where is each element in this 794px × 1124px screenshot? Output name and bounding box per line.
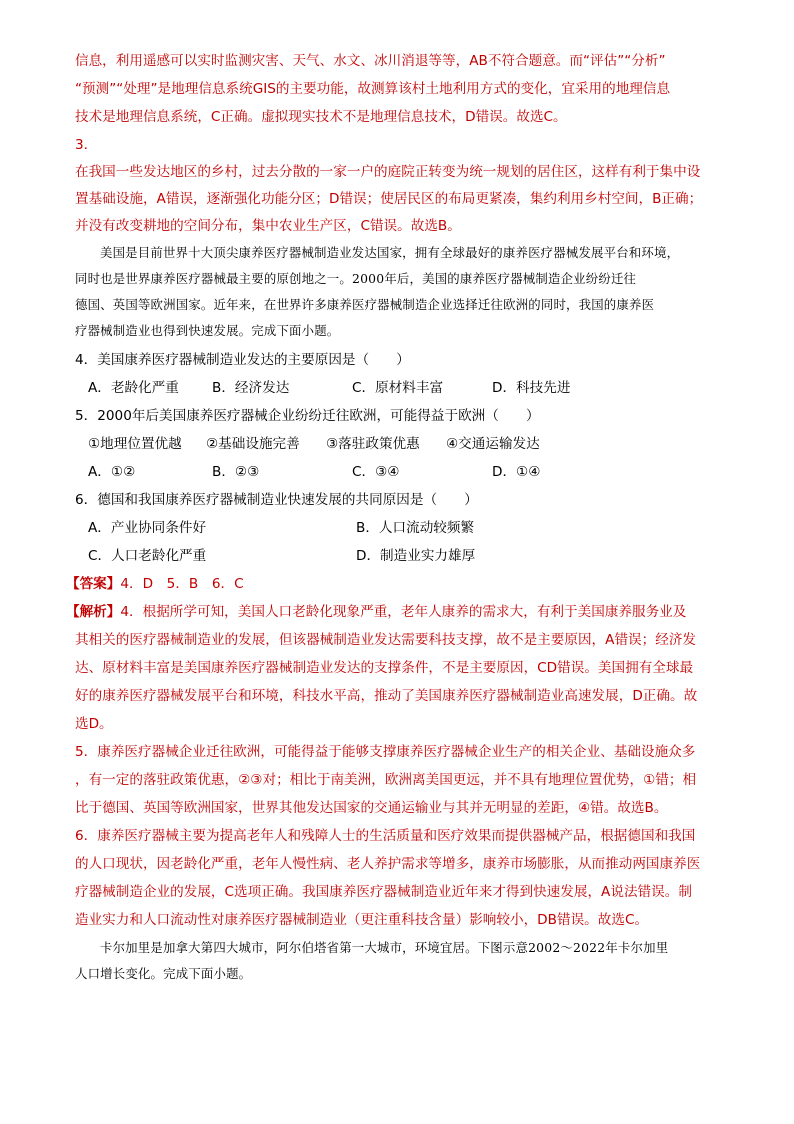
analysis-q6-line: 6．康养医疗器械主要为提高老年人和残障人士的生活质量和医疗效果而提供器械产品，根据德国和我国 — [75, 828, 696, 844]
passage-line: 德国、英国等欧洲国家。近年来，在世界许多康养医疗器械制造企业选择迁往欧洲的同时，我国的康养医 — [75, 297, 655, 312]
analysis-line — [66, 601, 726, 623]
q3-explanation-line: 置基础设施，A错误，逐渐强化功能分区；D错误；使居民区的布局更紧凑，集约利用乡村空间，B正确； — [75, 191, 703, 207]
analysis-q6-line: 造业实力和人口流动性对康养医疗器械制造业（更注重科技含量）影响较小，DB错误。故选C。 — [75, 912, 649, 928]
q4-option-a: A．老龄化严重 — [88, 380, 179, 396]
q2-explanation-line: 技术是地理信息系统，C正确。虚拟现实技术不是地理信息技术，D错误。故选C。 — [75, 109, 567, 125]
q5-option-c: C．③④ — [352, 464, 400, 480]
answer-text: 4．D 5．B 6．C — [120, 576, 244, 592]
analysis-q5-line: 比于德国、英国等欧洲国家，世界其他发达国家的交通运输业与其并无明显的差距，④错。故选B。 — [75, 800, 668, 816]
q5-item-2: ②基础设施完善 — [206, 436, 300, 452]
q5-item-3: ③落驻政策优惠 — [326, 436, 420, 452]
passage-line: 美国是目前世界十大顶尖康养医疗器械制造业发达国家，拥有全球最好的康养医疗器械发展平台和环境， — [100, 245, 680, 260]
analysis-tag: 【解析】 — [66, 604, 121, 620]
answer-tag: 【答案】 — [66, 576, 121, 592]
q5-option-d: D．①④ — [492, 464, 541, 480]
q3-number: 3． — [75, 137, 98, 153]
q3-explanation-line: 在我国一些发达地区的乡村，过去分散的一家一户的庭院正转变为统一规划的居住区，这样有利于集中设 — [75, 164, 701, 180]
passage2-line: 人口增长变化。完成下面小题。 — [75, 966, 252, 981]
analysis-q4-line: 好的康养医疗器械发展平台和环境，科技水平高，推动了美国康养医疗器械制造业高速发展，D正确。故 — [75, 688, 698, 704]
q5-item-1: ①地理位置优越 — [88, 436, 182, 452]
q6-option-d: D．制造业实力雄厚 — [356, 548, 476, 564]
q2-explanation-line: 信息，利用遥感可以实时监测灾害、天气、水文、冰川消退等等，AB不符合题意。而“评估”“分析” — [75, 53, 666, 69]
q5-option-b: B．②③ — [212, 464, 260, 480]
answer-line — [66, 573, 716, 595]
q6-option-a: A．产业协同条件好 — [88, 520, 207, 536]
analysis-q6-line: 疗器械制造企业的发展，C选项正确。我国康养医疗器械制造业近年来才得到快速发展，A说法错误。制 — [75, 884, 692, 900]
q4-option-b: B．经济发达 — [212, 380, 290, 396]
analysis-q4-line: 达、原材料丰富是美国康养医疗器械制造业发达的支撑条件，不是主要原因，CD错误。美国拥有全球最 — [75, 660, 694, 676]
analysis-q4-line: 选D。 — [75, 716, 113, 732]
q5-stem: 5．2000年后美国康养医疗器械企业纷纷迁往欧洲，可能得益于欧洲（ ） — [75, 408, 540, 424]
q5-item-4: ④交通运输发达 — [446, 436, 540, 452]
q5-option-a: A．①② — [88, 464, 136, 480]
q6-stem: 6．德国和我国康养医疗器械制造业快速发展的共同原因是（ ） — [75, 492, 478, 508]
passage2-line: 卡尔加里是加拿大第四大城市，阿尔伯塔省第一大城市，环境宜居。下图示意2002～2022年卡尔加里 — [100, 940, 669, 955]
analysis-q4-line: 其相关的医疗器械制造业的发展，但该器械制造业发达需要科技支撑，故不是主要原因，A错误；经济发 — [75, 632, 697, 648]
analysis-q5-line: 5．康养医疗器械企业迁往欧洲，可能得益于能够支撑康养医疗器械企业生产的相关企业、基础设施众多 — [75, 744, 696, 760]
q4-stem: 4．美国康养医疗器械制造业发达的主要原因是（ ） — [75, 352, 410, 368]
analysis-q5-line: ，有一定的落驻政策优惠，②③对；相比于南美洲，欧洲离美国更远，并不具有地理位置优势，①错；相 — [75, 772, 697, 788]
q3-explanation-line: 并没有改变耕地的空间分布，集中农业生产区，C错误。故选B。 — [75, 218, 461, 234]
q6-option-b: B．人口流动较频繁 — [356, 520, 475, 536]
q4-option-c: C．原材料丰富 — [352, 380, 444, 396]
passage-line: 疗器械制造业也得到快速发展。完成下面小题。 — [75, 323, 340, 338]
q2-explanation-line: “预测”“处理”是地理信息系统GIS的主要功能，故测算该村土地利用方式的变化，宜采用的地理信息 — [75, 81, 671, 97]
q4-option-d: D．科技先进 — [492, 380, 571, 396]
passage-line: 同时也是世界康养医疗器械最主要的原创地之一。2000年后，美国的康养医疗器械制造企业纷纷迁往 — [75, 271, 637, 286]
analysis-q4-line: 4．根据所学可知，美国人口老龄化现象严重，老年人康养的需求大，有利于美国康养服务业及 — [120, 604, 687, 620]
analysis-q6-line: 的人口现状，因老龄化严重，老年人慢性病、老人养护需求等增多，康养市场膨胀，从而推动两国康养医 — [75, 856, 701, 872]
q6-option-c: C．人口老龄化严重 — [88, 548, 207, 564]
